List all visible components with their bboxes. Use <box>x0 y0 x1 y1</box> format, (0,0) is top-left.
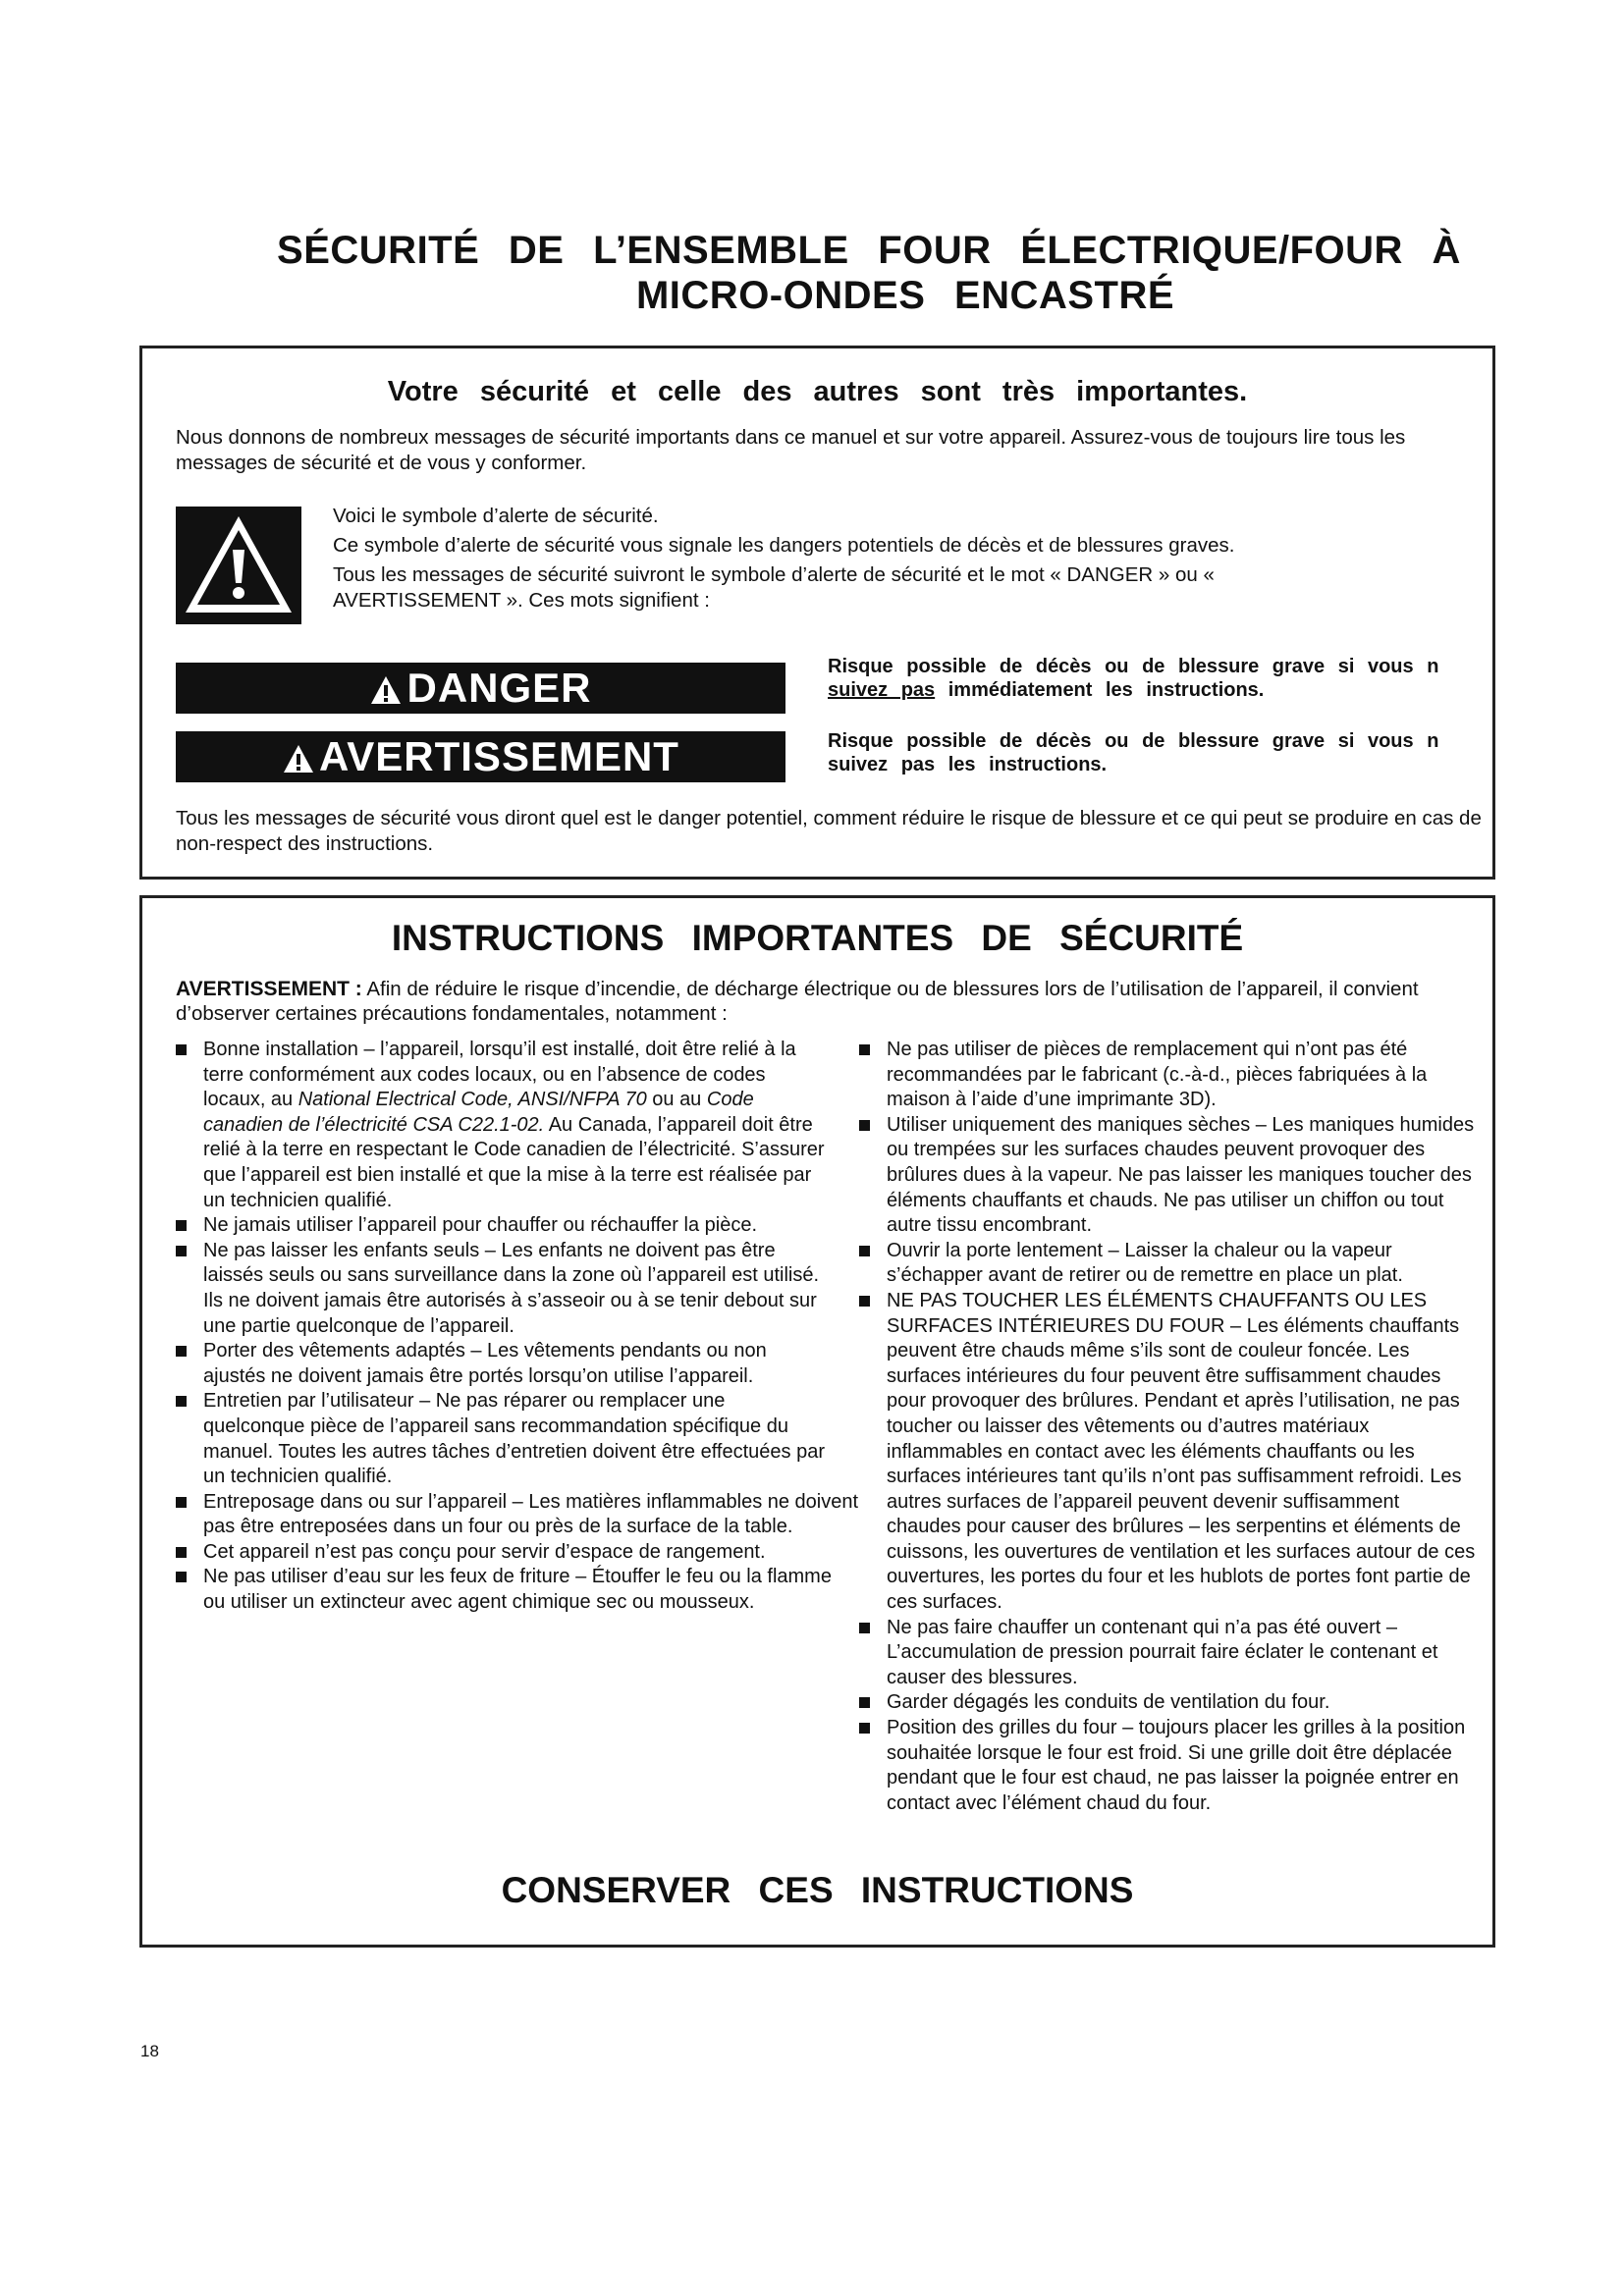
warning-text-2: suivez pas les instructions. <box>828 754 1108 775</box>
bullet-icon <box>176 1246 187 1256</box>
safety-intro: Nous donnons de nombreux messages de sécurité importants dans ce manuel et sur votre appareil. Assurez-vous de toujours lire tous les messages de sécurité et de vous y conformer. <box>176 426 1406 474</box>
left-column <box>176 1038 902 1616</box>
symbol-line-3: Tous les messages de sécurité suivront le symbole d’alerte de sécurité et le mot « DANGER » ou « AVERTISSEMENT ». Ces mots signifient : <box>333 563 1215 612</box>
list-item: Ne pas faire chauffer un contenant qui n’a pas été ouvert – L’accumulation de pression pourrait faire éclater le contenant et causer des blessures. <box>859 1616 1476 1691</box>
bullet-icon <box>176 1572 187 1582</box>
closing-heading: CONSERVER CES INSTRUCTIONS <box>501 1870 1134 1910</box>
warning-word: AVERTISSEMENT <box>319 733 679 779</box>
warning-label <box>176 731 785 782</box>
page-number: 18 <box>140 2042 159 2060</box>
bullet-icon <box>176 1220 187 1231</box>
list-item: Entretien par l’utilisateur – Ne pas réparer ou remplacer une quelconque pièce de l’appareil sans recommandation spécifique du manuel. Toutes les autres tâches d’entretien doivent être effectuées par un technicien qualifié. <box>176 1389 832 1489</box>
bullet-icon <box>176 1497 187 1508</box>
title-line-1: SÉCURITÉ DE L’ENSEMBLE FOUR ÉLECTRIQUE/FOUR À <box>277 229 1461 272</box>
symbol-description <box>333 504 1491 617</box>
alert-icon <box>282 743 315 774</box>
danger-text-1: Risque possible de décès ou de blessure grave si vous n <box>828 656 1439 677</box>
list-item: Ne pas laisser les enfants seuls – Les enfants ne doivent pas être laissés seuls ou sans surveillance dans la zone où l’appareil est utilisé. Ils ne doivent jamais être autorisés à s’asseoir ou à se tenir debout sur une partie quelconque de l’appareil. <box>176 1239 832 1339</box>
danger-text-underlined: suivez pas <box>828 679 936 701</box>
danger-label <box>176 663 785 714</box>
bullet-icon <box>176 1044 187 1055</box>
avert-label: AVERTISSEMENT : <box>176 978 362 1000</box>
symbol-line-1: Voici le symbole d’alerte de sécurité. <box>333 505 659 527</box>
list-item: Garder dégagés les conduits de ventilation du four. <box>859 1690 1476 1716</box>
instructions-heading: INSTRUCTIONS IMPORTANTES DE SÉCURITÉ <box>391 918 1244 958</box>
bullet-icon <box>859 1623 870 1633</box>
list-item: Cet appareil n’est pas conçu pour servir d’espace de rangement. <box>176 1540 832 1566</box>
list-item: Ne pas utiliser d’eau sur les feux de friture – Étouffer le feu ou la flamme ou utiliser un extincteur avec agent chimique sec ou mousseux. <box>176 1565 832 1615</box>
avertissement-paragraph <box>176 977 1482 1026</box>
bullet-icon <box>176 1547 187 1558</box>
danger-text-2: immédiatement les instructions. <box>935 679 1265 701</box>
list-item: NE PAS TOUCHER LES ÉLÉMENTS CHAUFFANTS OU LES SURFACES INTÉRIEURES DU FOUR – Les éléments chauffants peuvent être chauds même s’ils sont de couleur foncée. Les surfaces intérieures du four peuvent être suffisamment chaudes pour provoquer des brûlures. Pendant et après l’utilisation, ne pas toucher ou laisser des vêtements ou d’autres matériaux inflammables en contact avec les éléments chauffants ou les surfaces intérieures tant qu’ils n’ont pas suffisamment refroidi. Les autres surfaces de l’appareil peuvent devenir suffisamment chaudes pour causer des brûlures – les serpentins et éléments de cuissons, les ouvertures de ventilation et les surfaces autour de ces ouvertures, les portes du four et les hublots de portes font partie de ces surfaces. <box>859 1289 1476 1616</box>
danger-word: DANGER <box>406 665 592 711</box>
list-item: Ne pas utiliser de pièces de remplacement qui n’ont pas été recommandées par le fabricant (c.-à-d., pièces fabriquées à la maison à l’aide d’une imprimante 3D). <box>859 1038 1476 1113</box>
safety-footer: Tous les messages de sécurité vous diront quel est le danger potentiel, comment réduire le risque de blessure et ce qui peut se produire en cas de non-respect des instructions. <box>176 807 1482 855</box>
list-item: Ouvrir la porte lentement – Laisser la chaleur ou la vapeur s’échapper avant de retirer ou de remettre en place un plat. <box>859 1239 1476 1289</box>
safety-box <box>139 346 1495 880</box>
bullet-icon <box>176 1396 187 1407</box>
safety-heading: Votre sécurité et celle des autres sont très importantes. <box>387 376 1248 407</box>
bullet-icon <box>859 1296 870 1307</box>
avert-text: Afin de réduire le risque d’incendie, de décharge électrique ou de blessures lors de l’utilisation de l’appareil, il convient d’observer certaines précautions fondamentales, notamment : <box>176 978 1419 1025</box>
warning-text-1: Risque possible de décès ou de blessure grave si vous n <box>828 730 1439 752</box>
list-item: Entreposage dans ou sur l’appareil – Les matières inflammables ne doivent pas être entreposées dans un four ou près de la surface de la table. <box>176 1490 881 1540</box>
bullet-icon <box>859 1723 870 1734</box>
instructions-box <box>139 895 1495 1948</box>
list-item: Position des grilles du four – toujours placer les grilles à la position souhaitée lorsque le four est froid. Si une grille doit être déplacée pendant que le four est chaud, ne pas laisser la poignée entrer en contact avec l’élément chaud du four. <box>859 1716 1476 1816</box>
bullet-icon <box>859 1697 870 1708</box>
bullet-icon <box>859 1246 870 1256</box>
symbol-line-2: Ce symbole d’alerte de sécurité vous signale les dangers potentiels de décès et de blessures graves. <box>333 534 1235 557</box>
list-item: Porter des vêtements adaptés – Les vêtements pendants ou non ajustés ne doivent jamais être portés lorsqu’on utilise l’appareil. <box>176 1339 832 1389</box>
list-item: Bonne installation – l’appareil, lorsqu’il est installé, doit être relié à la terre conformément aux codes locaux, ou en l’absence de codes locaux, au National Electrical Code, ANSI/NFPA 70 ou au Code canadien de l’électricité CSA C22.1-02. Au Canada, l’appareil doit être relié à la terre en respectant le Code canadien de l’électricité. S’assurer que l’appareil est bien installé et que la mise à la terre est réalisée par un technicien qualifié. <box>176 1038 832 1213</box>
list-item: Utiliser uniquement des maniques sèches – Les maniques humides ou trempées sur les surfaces chaudes peuvent provoquer des brûlures dues à la vapeur. Ne pas laisser les maniques toucher des éléments chauffants et chauds. Ne pas utiliser un chiffon ou tout autre tissu encombrant. <box>859 1113 1476 1239</box>
bullet-icon <box>859 1044 870 1055</box>
title-line-2: MICRO-ONDES ENCASTRÉ <box>635 274 1175 317</box>
bullet-icon <box>859 1120 870 1131</box>
warning-triangle-icon <box>176 507 301 624</box>
alert-icon <box>369 674 403 706</box>
warning-description <box>828 729 1594 776</box>
page-title <box>0 228 1624 318</box>
bullet-icon <box>176 1346 187 1357</box>
right-column <box>859 1038 1586 1816</box>
list-item: Ne jamais utiliser l’appareil pour chauffer ou réchauffer la pièce. <box>176 1213 832 1239</box>
danger-description <box>828 655 1594 702</box>
